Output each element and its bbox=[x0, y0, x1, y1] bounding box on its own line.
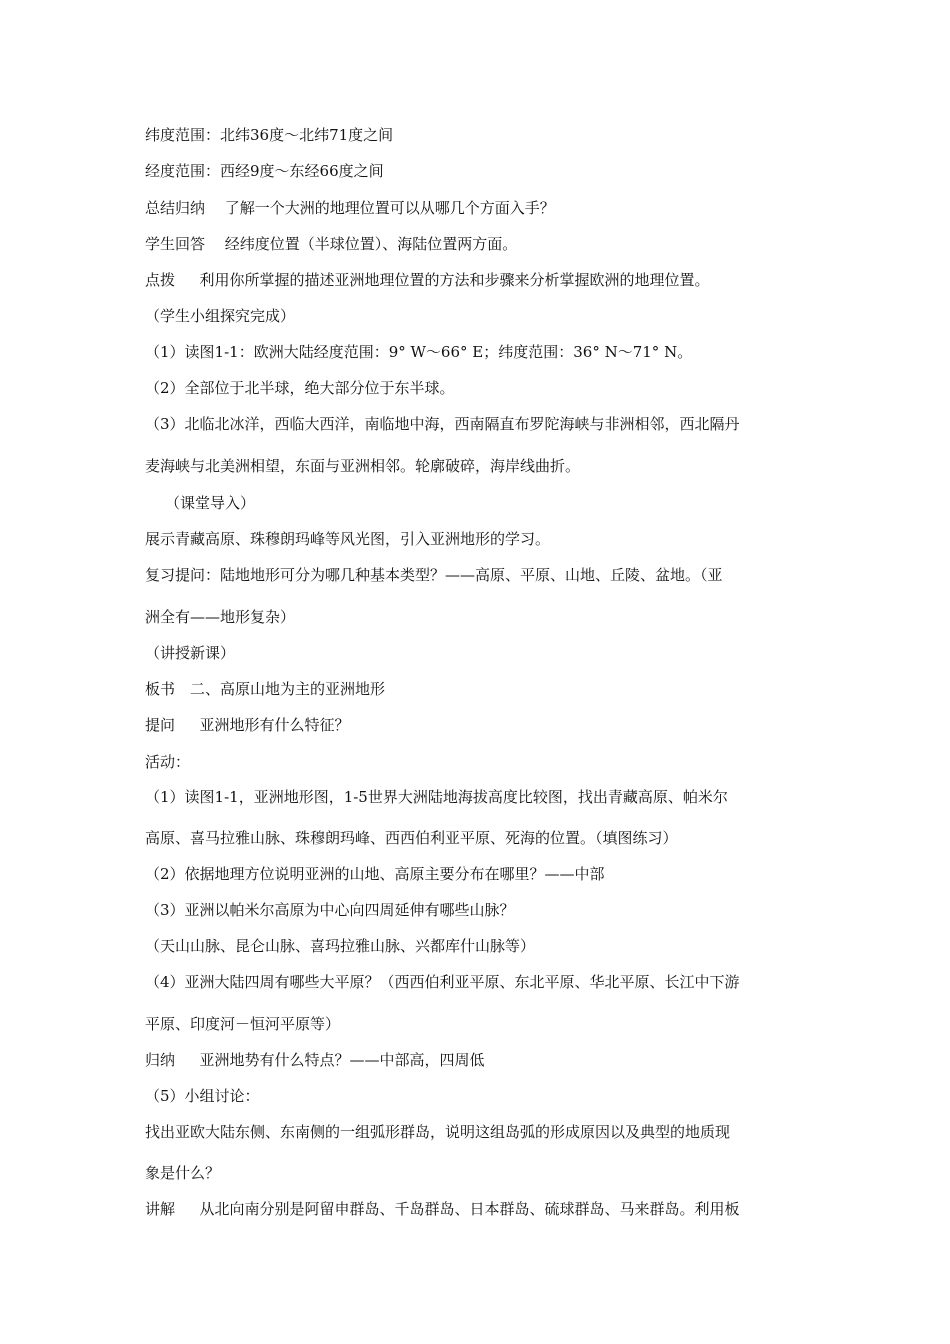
text-line-activity-item-1-cont: 高原、喜马拉雅山脉、珠穆朗玛峰、西西伯利亚平原、死海的位置。（填图练习） bbox=[145, 829, 678, 847]
text-line-induction: 归纳 亚洲地势有什么特点？——中部高，四周低 bbox=[145, 1051, 485, 1069]
text-line-europe-item-1: （1）读图1-1：欧洲大陆经度范围：9° W～66° E；纬度范围：36° N～71° N。 bbox=[145, 343, 693, 361]
text-line-review-question: 复习提问：陆地地形可分为哪几种基本类型？——高原、平原、山地、丘陵、盆地。（亚 bbox=[145, 566, 723, 584]
text-line-activity-item-2: （2）依据地理方位说明亚洲的山地、高原主要分布在哪里？——中部 bbox=[145, 865, 605, 883]
text-line-island-arc-question-cont: 象是什么？ bbox=[145, 1164, 221, 1182]
text-line-activity-item-1: （1）读图1-1，亚洲地形图，1-5世界大洲陆地海拔高度比较图，找出青藏高原、帕米尔 bbox=[145, 788, 728, 806]
text-line-europe-item-3: （3）北临北冰洋，西临大西洋，南临地中海，西南隔直布罗陀海峡与非洲相邻，西北隔丹 bbox=[145, 415, 740, 433]
text-line-show-pictures: 展示青藏高原、珠穆朗玛峰等风光图，引入亚洲地形的学习。 bbox=[145, 530, 551, 548]
text-line-blackboard-title: 板书 二、高原山地为主的亚洲地形 bbox=[145, 680, 386, 698]
text-line-new-lesson: （讲授新课） bbox=[145, 644, 236, 662]
text-line-guidance: 点拨 利用你所掌握的描述亚洲地理位置的方法和步骤来分析掌握欧洲的地理位置。 bbox=[145, 271, 710, 289]
text-line-question: 提问 亚洲地形有什么特征？ bbox=[145, 716, 350, 734]
text-line-class-intro: （课堂导入） bbox=[165, 494, 256, 512]
text-line-activity: 活动： bbox=[145, 753, 191, 771]
text-line-island-arc-question: 找出亚欧大陆东侧、东南侧的一组弧形群岛，说明这组岛弧的形成原因以及典型的地质现 bbox=[145, 1123, 731, 1141]
text-line-latitude-range: 纬度范围：北纬36度～北纬71度之间 bbox=[145, 126, 394, 144]
text-line-activity-item-3: （3）亚洲以帕米尔高原为中心向四周延伸有哪些山脉？ bbox=[145, 901, 515, 919]
text-line-review-question-cont: 洲全有——地形复杂） bbox=[145, 608, 296, 626]
text-line-group-discussion: （5）小组讨论： bbox=[145, 1087, 260, 1105]
text-line-explanation: 讲解 从北向南分别是阿留申群岛、千岛群岛、日本群岛、硫球群岛、马来群岛。利用板 bbox=[145, 1200, 740, 1218]
text-line-group-inquiry: （学生小组探究完成） bbox=[145, 307, 296, 325]
text-line-longitude-range: 经度范围：西经9度～东经66度之间 bbox=[145, 162, 384, 180]
text-line-europe-item-2: （2）全部位于北半球，绝大部分位于东半球。 bbox=[145, 379, 455, 397]
text-line-activity-item-4: （4）亚洲大陆四周有哪些大平原？（西西伯利亚平原、东北平原、华北平原、长江中下游 bbox=[145, 973, 740, 991]
text-line-student-answer: 学生回答 经纬度位置（半球位置）、海陆位置两方面。 bbox=[145, 235, 518, 253]
text-line-summary: 总结归纳 了解一个大洲的地理位置可以从哪几个方面入手？ bbox=[145, 199, 555, 217]
text-line-activity-item-3-answer: （天山山脉、昆仑山脉、喜玛拉雅山脉、兴都库什山脉等） bbox=[145, 937, 536, 955]
text-line-europe-item-3-cont: 麦海峡与北美洲相望，东面与亚洲相邻。轮廓破碎，海岸线曲折。 bbox=[145, 457, 581, 475]
text-line-activity-item-4-cont: 平原、印度河－恒河平原等） bbox=[145, 1015, 341, 1033]
